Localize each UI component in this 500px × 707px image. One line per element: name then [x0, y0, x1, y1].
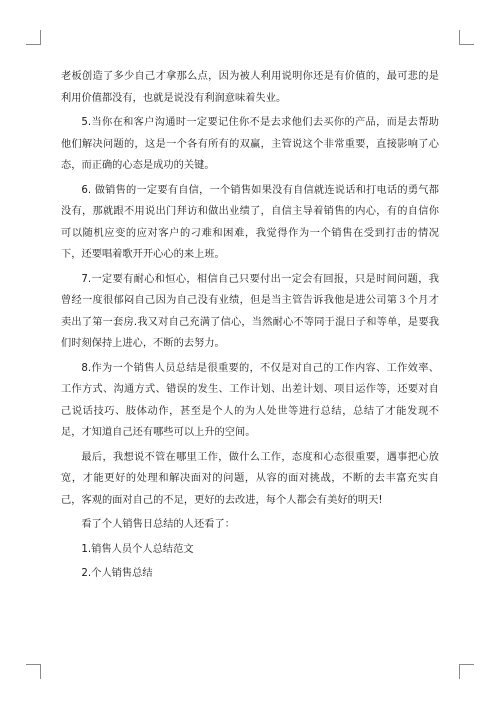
crop-mark-top-right [459, 30, 474, 45]
crop-mark-bottom-left [26, 664, 41, 679]
paragraph-point-8: 8.作为一个销售人员总结是很重要的，不仅是对自己的工作内容、工作效率、工作方式、沟通方式、错误的发生、工作计划、出差计划、项目运作等，还要对自己说话技巧、肢体动作，甚至是个人的为人处世等进行总结，总结了才能发现不足，才知道自己还有哪些可以上升的空间。 [61, 362, 439, 438]
document-body [61, 66, 439, 585]
paragraph-point-7: 7.一定要有耐心和恒心，相信自己只要付出一定会有回报，只是时间问题，我曾经一度很郁闷自己因为自己没有业绩，但是当主管告诉我他是进公司第３个月才卖出了第一套房.我又对自己充满了信心，当然耐心不等同于混日子和等单，是要我们时刻保持上进心，不断的去努力。 [61, 273, 439, 349]
paragraph-point-5: 5.当你在和客户沟通时一定要记住你不是去求他们去买你的产品，而是去帮助他们解决问题的，这是一个各有所有的双赢，主管说这个非常重要，直接影响了心态，而正确的心态是成功的关键。 [61, 117, 439, 171]
paragraph-point-6: 6. 做销售的一定要有自信，一个销售如果没有自信就连说话和打电话的勇气都没有，那就跟不用说出门拜访和做出业绩了，自信主导着销售的内心，有的自信你可以随机应变的应对客户的刁难和困难，我觉得作为一个销售在受到打击的情况下，还要唱着歌开开心心的来上班。 [61, 184, 439, 260]
paragraph-conclusion: 最后，我想说不管在哪里工作，做什么工作，态度和心态很重要，遇事把心放宽，才能更好的处理和解决面对的问题，从容的面对挑战，不断的去丰富充实自己，客观的面对自己的不足，更好的去改进，每个人都会有美好的明天! [61, 451, 439, 506]
paragraph-continuation: 老板创造了多少自己才拿那么点，因为被人利用说明你还是有价值的，最可悲的是利用价值都没有，也就是说没有利润意味着失业。 [61, 71, 439, 104]
related-heading: 看了个人销售日总结的人还看了： [81, 519, 235, 530]
crop-mark-bottom-right [459, 664, 474, 679]
crop-mark-top-left [26, 30, 41, 45]
related-link-2[interactable]: 2.个人销售总结 [81, 568, 153, 579]
related-link-1[interactable]: 1.销售人员个人总结范文 [81, 543, 194, 555]
